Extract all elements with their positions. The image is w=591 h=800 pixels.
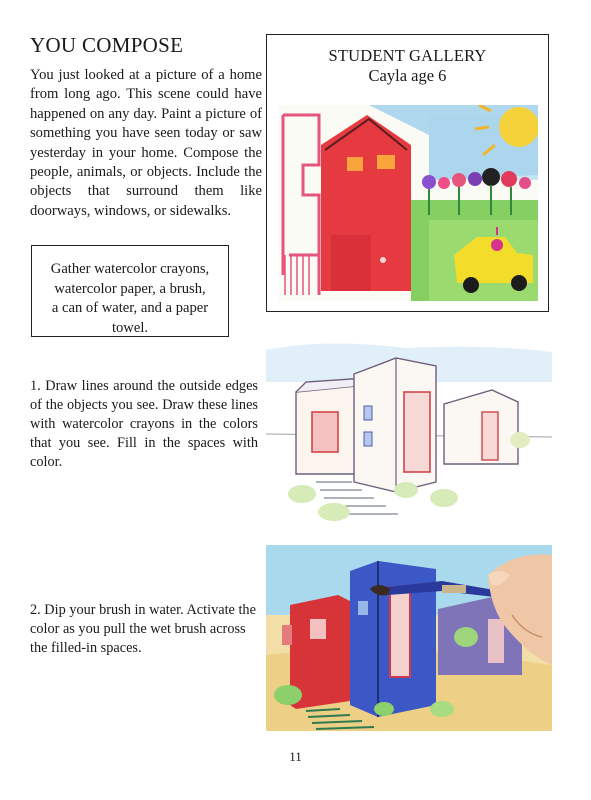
gallery-title: STUDENT GALLERY <box>328 46 487 65</box>
step-2-text: 2. Dip your brush in water. Activate the color as you pull the wet brush across the filled-in spaces. <box>30 602 256 656</box>
supplies-line: Gather watercolor crayons, <box>50 261 210 277</box>
supplies-line: watercolor paper, a brush, <box>54 280 206 297</box>
student-gallery <box>266 34 549 312</box>
supplies-line: towel. <box>111 319 149 336</box>
sketch-illustration <box>266 342 552 524</box>
step-1-text: 1. Draw lines around the outside edges of the objects you see. Draw these lines with watercolor crayons in the colors that you see. Fill in the spaces with color. <box>30 378 258 470</box>
painted-illustration <box>266 545 552 731</box>
gallery-subtitle: Cayla age 6 <box>368 66 447 85</box>
page-heading: YOU COMPOSE <box>30 33 184 57</box>
intro-paragraph: You just looked at a picture of a home from long ago. This scene could have happened on any day. Paint a picture of something you have seen today or saw yesterday in your home. Compose the people, animals, or objects. Include the objects that surround them like doorways, windows, or sidewalks. <box>30 67 262 219</box>
supplies-line: a can of water, and a paper <box>51 300 209 316</box>
student-painting <box>279 105 538 301</box>
page-number: 11 <box>289 749 302 764</box>
supplies-box <box>31 245 229 337</box>
